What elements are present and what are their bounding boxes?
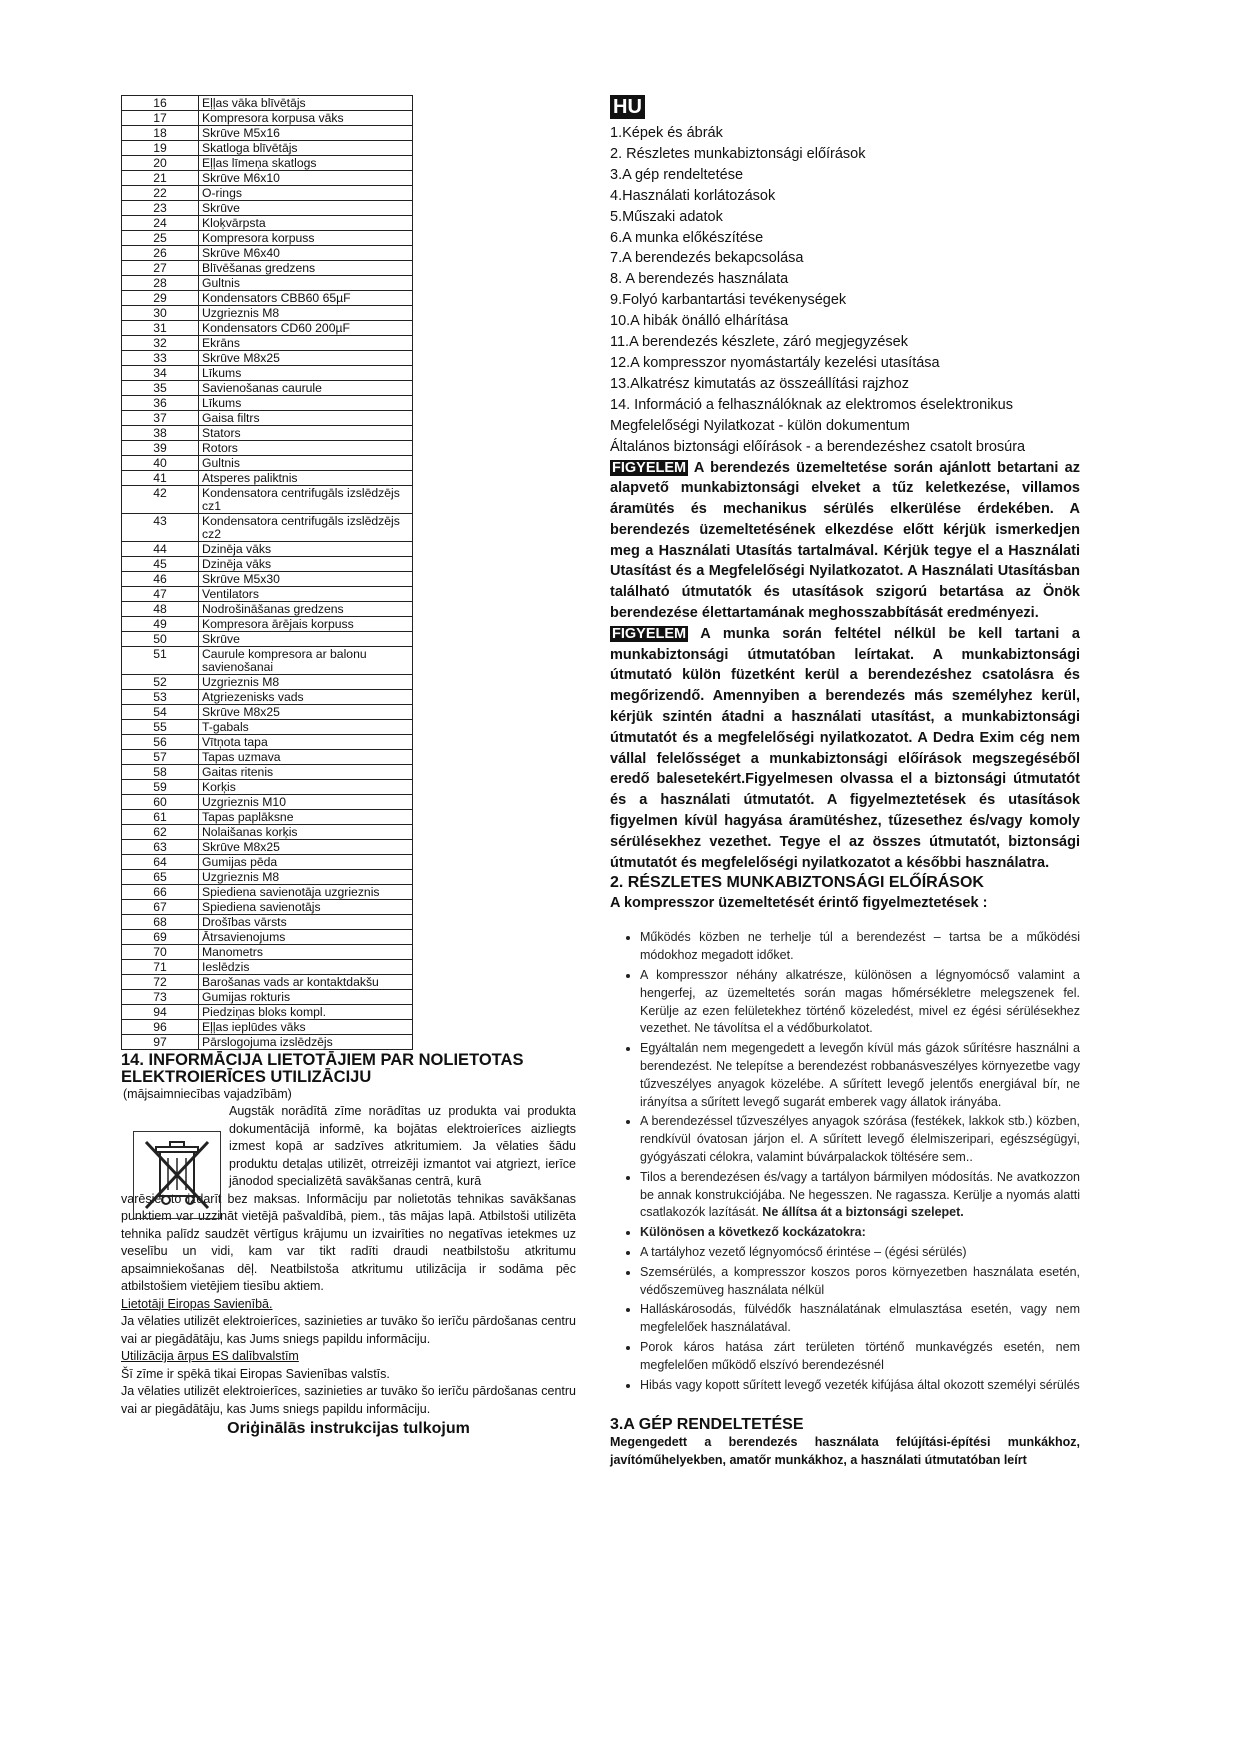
list-item-text: Működés közben ne terhelje túl a berendezést – tartsa be a működési módokhoz megadott időket. — [640, 930, 1080, 963]
list-item-text: A tartályhoz vezető légnyomócső érintése – (égési sérülés) — [640, 1244, 967, 1259]
toc-item: 5.Műszaki adatok — [610, 208, 723, 225]
conformity-line: Megfelelőségi Nyilatkozat - külön dokumentum — [610, 417, 910, 434]
part-number: 42 — [122, 486, 199, 514]
table-row — [122, 186, 413, 201]
part-number: 61 — [122, 810, 199, 825]
eu-heading: Lietotāji Eiropas Savienībā. — [121, 1296, 273, 1311]
table-row — [122, 126, 413, 141]
list-item — [640, 1264, 1080, 1300]
list-item — [640, 1244, 1080, 1262]
list-item-bold-text: Ne állítsa át a biztonsági szelepet. — [762, 1205, 964, 1220]
part-number: 41 — [122, 471, 199, 486]
part-number: 16 — [122, 96, 199, 111]
table-row — [122, 915, 413, 930]
original-translation-note: Oriģinālās instrukcijas tulkojum — [227, 1420, 470, 1437]
toc-item: 7.A berendezés bekapcsolása — [610, 250, 804, 267]
part-number: 32 — [122, 336, 199, 351]
part-name: Skrūve — [199, 201, 413, 216]
part-name: T-gabals — [199, 720, 413, 735]
part-number: 51 — [122, 647, 199, 675]
part-name: Stators — [199, 426, 413, 441]
general-safety-line: Általános biztonsági előírások - a berendezéshez csatolt brosúra — [610, 438, 1026, 455]
right-column — [610, 95, 1080, 1469]
part-number: 31 — [122, 321, 199, 336]
part-name: Dzinēja vāks — [199, 542, 413, 557]
part-name: Tapas uzmava — [199, 750, 413, 765]
part-name: Ekrāns — [199, 336, 413, 351]
part-name: Skrūve M5x30 — [199, 572, 413, 587]
table-row — [122, 930, 413, 945]
table-row — [122, 810, 413, 825]
safety-bullet-list — [610, 929, 1080, 1394]
table-row — [122, 141, 413, 156]
part-name: Gultnis — [199, 276, 413, 291]
part-name: Kondensatora centrifugāls izslēdzējs cz1 — [199, 486, 413, 514]
part-name: Skrūve — [199, 632, 413, 647]
part-name: Kondensatora centrifugāls izslēdzējs cz2 — [199, 514, 413, 542]
toc-item: 4.Használati korlátozások — [610, 187, 776, 204]
table-row — [122, 750, 413, 765]
list-item — [640, 1169, 1080, 1222]
part-number: 37 — [122, 411, 199, 426]
list-item-text: A berendezéssel tűzveszélyes anyagok szórása (festékek, lakkok stb.) közben, rendkívül óvatosan járjon el. A sűrített levegő élelmiszeripari, egészségügyi, gyógyászati célokra, valamint búvárpalackok töltésére sem.. — [640, 1114, 1080, 1164]
table-row — [122, 411, 413, 426]
non-eu-heading: Utilizācija ārpus ES dalībvalstīm — [121, 1349, 299, 1363]
table-row — [122, 486, 413, 514]
toc-item: 8. A berendezés használata — [610, 271, 789, 288]
table-row — [122, 441, 413, 456]
table-row — [122, 216, 413, 231]
list-item — [640, 1040, 1080, 1111]
list-item-text: Egyáltalán nem megengedett a levegőn kívül más gázok sűrítésre használni a berendezést. Ne telepítse a berendezést robbanásveszélyes környezetbe vagy tűzveszélyes anyagok közelébe. A sűrített levegő jelentős energiával bír, ne irányítsa a sűrített levegő sugarát emberek vagy állatok irányába. — [640, 1041, 1080, 1109]
table-row — [122, 572, 413, 587]
part-name: Līkums — [199, 366, 413, 381]
table-row — [122, 96, 413, 111]
part-name: Gultnis — [199, 456, 413, 471]
part-number: 56 — [122, 735, 199, 750]
list-item — [640, 929, 1080, 965]
part-name: Eļļas līmeņa skatlogs — [199, 156, 413, 171]
toc-item: 6.A munka előkészítése — [610, 229, 764, 246]
warning-badge: FIGYELEM — [612, 625, 687, 642]
recycle-block — [121, 1103, 576, 1191]
table-row — [122, 381, 413, 396]
part-name: Ventilators — [199, 587, 413, 602]
part-name: Gaisa filtrs — [199, 411, 413, 426]
table-row — [122, 1035, 413, 1050]
table-row — [122, 735, 413, 750]
part-number: 94 — [122, 1005, 199, 1020]
toc-item: 1.Képek és ábrák — [610, 125, 723, 141]
table-row — [122, 765, 413, 780]
list-item-text: A kompresszor néhány alkatrésze, különösen a légnyomócső valamint a hengerfej, az üzemeltetés során magas hőmérsékletre melegszenek fel. Kerülje az ezen felületekhez történő közeledést, mivel ez égési sérülésekhez vezethet. Ne távolítsa el a védőburkolatot. — [640, 968, 1080, 1036]
list-item — [640, 1377, 1080, 1395]
table-row — [122, 426, 413, 441]
non-eu-text-2: Ja vēlaties utilizēt elektroierīces, sazinieties ar tuvāko šo ierīču pārdošanas centru vai ar piegādātāju, kas Jums sniegs papildu informāciju. — [121, 1384, 576, 1416]
part-name: Gaitas ritenis — [199, 765, 413, 780]
warning-text-2: A munka során feltétel nélkül be kell tartani a munkabiztonsági útmutatóban leírtakat. A munkabiztonsági útmutató külön füzetként kerül a berendezéshez csatolásra és megőrizendő. Amennyiben a berendezés más személyhez kerül, kérjük szintén átadni a használati utasítást, a munkabiztonsági útmutatót és a megfelelőségi nyilatkozatot. A Dedra Exim cég nem vállal felelősséget a munkabiztonsági előírások megszegéséből eredő balesetekért.Figyelmesen olvassa el a biztonsági útmutatót és a használati útmutatót. A figyelmeztetések és utasítások figyelmen kívül hagyása áramütéshez, tűzesethez és/vagy komoly sérülésekhez vezethet. Tegye el az összes útmutatót, biztonsági útmutatót és megfelelőségi nyilatkozatot a későbbi használatra. — [610, 625, 1080, 871]
part-name: Kompresora ārējais korpuss — [199, 617, 413, 632]
part-number: 29 — [122, 291, 199, 306]
part-number: 60 — [122, 795, 199, 810]
table-row — [122, 705, 413, 720]
part-name: Piedziņas bloks kompl. — [199, 1005, 413, 1020]
part-number: 28 — [122, 276, 199, 291]
part-number: 40 — [122, 456, 199, 471]
table-row — [122, 366, 413, 381]
part-number: 50 — [122, 632, 199, 647]
list-item — [640, 967, 1080, 1038]
part-number: 44 — [122, 542, 199, 557]
part-name: Uzgrieznis M10 — [199, 795, 413, 810]
table-row — [122, 602, 413, 617]
table-row — [122, 617, 413, 632]
toc-item: 10.A hibák önálló elhárítása — [610, 313, 789, 330]
part-number: 38 — [122, 426, 199, 441]
part-number: 64 — [122, 855, 199, 870]
part-name: Manometrs — [199, 945, 413, 960]
table-row — [122, 351, 413, 366]
table-of-contents — [610, 123, 1080, 416]
part-name: Skrūve M6x40 — [199, 246, 413, 261]
part-name: Uzgrieznis M8 — [199, 870, 413, 885]
part-name: Nodrošināšanas gredzens — [199, 602, 413, 617]
table-row — [122, 780, 413, 795]
part-number: 68 — [122, 915, 199, 930]
table-row — [122, 795, 413, 810]
part-number: 57 — [122, 750, 199, 765]
part-number: 65 — [122, 870, 199, 885]
part-number: 17 — [122, 111, 199, 126]
recycle-wrap-text: Augstāk norādītā zīme norādītas uz produkta vai produkta dokumentācijā informē, ka bojātas elektroierīces aizliegts izmest kopā ar sadzīves atkritumiem. Ja vēlaties šādu produktu detaļas utilizēt, otrreizēji izmantot vai atgriezt, ierīce jānodod specializētā savākšanas centrā, kurā — [229, 1104, 576, 1188]
part-name: Skatloga blīvētājs — [199, 141, 413, 156]
table-row — [122, 456, 413, 471]
table-row — [122, 990, 413, 1005]
table-row — [122, 825, 413, 840]
part-name: Skrūve M6x10 — [199, 171, 413, 186]
part-name: Atgriezenisks vads — [199, 690, 413, 705]
part-number: 59 — [122, 780, 199, 795]
table-row — [122, 1005, 413, 1020]
table-row — [122, 276, 413, 291]
table-row — [122, 975, 413, 990]
part-name: Spiediena savienotājs — [199, 900, 413, 915]
table-row — [122, 396, 413, 411]
table-row — [122, 231, 413, 246]
part-number: 96 — [122, 1020, 199, 1035]
table-row — [122, 321, 413, 336]
part-name: Skrūve M5x16 — [199, 126, 413, 141]
part-number: 53 — [122, 690, 199, 705]
warning-badge: FIGYELEM — [612, 459, 687, 476]
part-name: Blīvēšanas gredzens — [199, 261, 413, 276]
table-row — [122, 471, 413, 486]
table-row — [122, 587, 413, 602]
part-number: 48 — [122, 602, 199, 617]
part-number: 24 — [122, 216, 199, 231]
table-row — [122, 156, 413, 171]
part-number: 69 — [122, 930, 199, 945]
part-name: Skrūve M8x25 — [199, 705, 413, 720]
non-eu-text-1: Šī zīme ir spēkā tikai Eiropas Savienības valstīs. — [121, 1366, 390, 1381]
part-number: 47 — [122, 587, 199, 602]
list-item — [640, 1301, 1080, 1337]
list-item-text: Porok káros hatása zárt területen történő munkavégzés esetén, nem megfelelően működő elszívó berendezésnél — [640, 1339, 1080, 1372]
table-row — [122, 336, 413, 351]
table-row — [122, 171, 413, 186]
part-number: 33 — [122, 351, 199, 366]
part-name: Gumijas rokturis — [199, 990, 413, 1005]
warning-paragraph-1 — [610, 458, 1080, 624]
list-item — [640, 1339, 1080, 1375]
part-number: 49 — [122, 617, 199, 632]
part-number: 34 — [122, 366, 199, 381]
section-14-title: 14. INFORMĀCIJA LIETOTĀJIEM PAR NOLIETOTAS ELEKTROIERĪCES UTILIZĀCIJU — [121, 1051, 524, 1086]
part-number: 23 — [122, 201, 199, 216]
part-number: 71 — [122, 960, 199, 975]
part-number: 52 — [122, 675, 199, 690]
disposal-paragraph: varēsiet to izdarīt bez maksas. Informāciju par nolietotās tehnikas savākšanas punktiem var uzzināt vietējā pašvaldībā, piem., tās mājas lapā. Atbilstoši utilizēta tehnika palīdz saudzēt vērtīgus krājumu un izvairīties no negatīvas ietekmes uz veselību un vidi, kam var tikt radīti draudi neatbilstošu atkritumu apsaimniekošanas dēļ. Neatbilstoša atkritumu utilizācija ir sodāma pēc atbilstošiem vietējiem tiesību aktiem. — [121, 1191, 576, 1293]
part-name: Vītņota tapa — [199, 735, 413, 750]
list-item-text: Különösen a következő kockázatokra: — [640, 1225, 866, 1240]
parts-table — [121, 95, 413, 1050]
part-name: Kompresora korpuss — [199, 231, 413, 246]
section-3-text: Megengedett a berendezés használata felújítási-építési munkákhoz, javítóműhelyekben, amatőr munkákhoz, a használati útmutatóban leírt — [610, 1435, 1080, 1467]
part-name: Pārslogojuma izslēdzējs — [199, 1035, 413, 1050]
part-name: Kondensators CBB60 65µF — [199, 291, 413, 306]
table-row — [122, 945, 413, 960]
toc-item: 12.A kompresszor nyomástartály kezelési utasítása — [610, 354, 940, 371]
part-number: 58 — [122, 765, 199, 780]
part-name: Ātrsavienojums — [199, 930, 413, 945]
table-row — [122, 306, 413, 321]
table-row — [122, 201, 413, 216]
toc-item: 3.A gép rendeltetése — [610, 166, 744, 183]
part-number: 62 — [122, 825, 199, 840]
part-name: Kloķvārpsta — [199, 216, 413, 231]
part-number: 46 — [122, 572, 199, 587]
table-row — [122, 870, 413, 885]
part-name: Korķis — [199, 780, 413, 795]
toc-item: 9.Folyó karbantartási tevékenységek — [610, 292, 847, 309]
part-number: 35 — [122, 381, 199, 396]
language-badge: HU — [610, 95, 645, 119]
warning-paragraph-2 — [610, 624, 1080, 874]
part-name: Kondensators CD60 200µF — [199, 321, 413, 336]
part-name: Skrūve M8x25 — [199, 351, 413, 366]
list-item-text: Szemsérülés, a kompresszor koszos poros környezetben használata esetén, védőszemüveg használata nélkül — [640, 1264, 1080, 1297]
part-name: Tapas paplāksne — [199, 810, 413, 825]
section-3-title: 3.A GÉP RENDELTETÉSE — [610, 1416, 804, 1434]
part-name: Līkums — [199, 396, 413, 411]
part-number: 67 — [122, 900, 199, 915]
part-number: 19 — [122, 141, 199, 156]
list-item — [640, 1113, 1080, 1166]
table-row — [122, 647, 413, 675]
list-item — [640, 1224, 1080, 1242]
table-row — [122, 557, 413, 572]
part-name: Dzinēja vāks — [199, 557, 413, 572]
section-2-subtitle: A kompresszor üzemeltetését érintő figyelmeztetések : — [610, 895, 988, 912]
part-number: 22 — [122, 186, 199, 201]
part-number: 73 — [122, 990, 199, 1005]
part-name: O-rings — [199, 186, 413, 201]
part-name: Eļļas vāka blīvētājs — [199, 96, 413, 111]
part-name: Drošības vārsts — [199, 915, 413, 930]
list-item-text: Tilos a berendezésen és/vagy a tartályon bármilyen módosítás. Ne avatkozzon be annak konstrukciójába. Ne hegesszen. Ne ragassza. Kerülje a nyomás alatti csatlakozók lazítását. — [640, 1169, 1080, 1220]
part-name: Caurule kompresora ar balonu savienošanai — [199, 647, 413, 675]
part-name: Rotors — [199, 441, 413, 456]
part-number: 72 — [122, 975, 199, 990]
toc-item: 11.A berendezés készlete, záró megjegyzések — [610, 334, 908, 351]
eu-text: Ja vēlaties utilizēt elektroierīces, sazinieties ar tuvāko šo ierīču pārdošanas centru vai ar piegādātāju, kas Jums sniegs papildu informāciju. — [121, 1314, 576, 1346]
table-row — [122, 855, 413, 870]
section-2-title: 2. RÉSZLETES MUNKABIZTONSÁGI ELŐÍRÁSOK — [610, 874, 984, 892]
part-number: 66 — [122, 885, 199, 900]
table-row — [122, 675, 413, 690]
part-name: Eļļas ieplūdes vāks — [199, 1020, 413, 1035]
part-name: Spiediena savienotāja uzgrieznis — [199, 885, 413, 900]
part-number: 30 — [122, 306, 199, 321]
table-row — [122, 840, 413, 855]
part-name: Atsperes paliktnis — [199, 471, 413, 486]
part-number: 25 — [122, 231, 199, 246]
part-number: 97 — [122, 1035, 199, 1050]
section-14-subtitle: (mājsaimniecības vajadzībām) — [123, 1087, 292, 1101]
part-name: Skrūve M8x25 — [199, 840, 413, 855]
part-number: 26 — [122, 246, 199, 261]
part-number: 70 — [122, 945, 199, 960]
table-row — [122, 1020, 413, 1035]
table-row — [122, 291, 413, 306]
part-number: 18 — [122, 126, 199, 141]
toc-item: 2. Részletes munkabiztonsági előírások — [610, 145, 866, 162]
part-number: 20 — [122, 156, 199, 171]
table-row — [122, 111, 413, 126]
table-row — [122, 960, 413, 975]
part-number: 27 — [122, 261, 199, 276]
part-name: Savienošanas caurule — [199, 381, 413, 396]
list-item-text: Halláskárosodás, fülvédők használatának elmulasztása esetén, vagy nem megfelelőek használatával. — [640, 1302, 1080, 1335]
part-name: Nolaišanas korķis — [199, 825, 413, 840]
table-row — [122, 246, 413, 261]
table-row — [122, 900, 413, 915]
list-item-text: Hibás vagy kopott sűrített levegő vezeték kifújása által okozott személyi sérülés — [640, 1377, 1080, 1392]
part-name: Gumijas pēda — [199, 855, 413, 870]
part-name: Uzgrieznis M8 — [199, 675, 413, 690]
warning-text-1: A berendezés üzemeltetése során ajánlott betartani az alapvető munkabiztonsági elveket a tűz keletkezése, villamos áramütés és mechanikus sérülés elkerülése érdekében. A berendezés üzemeltetésének elkezdése előtt kérjük ismerkedjen meg a Használati Utasítás tartalmával. Kérjük tegye el a Használati Utasítást és a Megfelelőségi Nyilatkozatot. A Használati Utasításban található útmutatók és utasítások szigorú betartása az Önök berendezése élettartamának meghosszabbítását eredményezi. — [610, 459, 1080, 622]
crossed-bin-icon — [133, 1131, 221, 1219]
left-column — [121, 95, 576, 1438]
part-number: 39 — [122, 441, 199, 456]
table-row — [122, 261, 413, 276]
table-row — [122, 690, 413, 705]
part-number: 43 — [122, 514, 199, 542]
part-number: 21 — [122, 171, 199, 186]
part-name: Kompresora korpusa vāks — [199, 111, 413, 126]
part-name: Barošanas vads ar kontaktdakšu — [199, 975, 413, 990]
toc-item: 14. Információ a felhasználóknak az elektromos éselektronikus — [610, 396, 1013, 413]
part-number: 45 — [122, 557, 199, 572]
toc-item: 13.Alkatrész kimutatás az összeállítási rajzhoz — [610, 375, 909, 392]
part-number: 55 — [122, 720, 199, 735]
table-row — [122, 542, 413, 557]
part-number: 54 — [122, 705, 199, 720]
part-name: Ieslēdzis — [199, 960, 413, 975]
table-row — [122, 632, 413, 647]
part-name: Uzgrieznis M8 — [199, 306, 413, 321]
table-row — [122, 514, 413, 542]
part-number: 36 — [122, 396, 199, 411]
table-row — [122, 885, 413, 900]
table-row — [122, 720, 413, 735]
part-number: 63 — [122, 840, 199, 855]
